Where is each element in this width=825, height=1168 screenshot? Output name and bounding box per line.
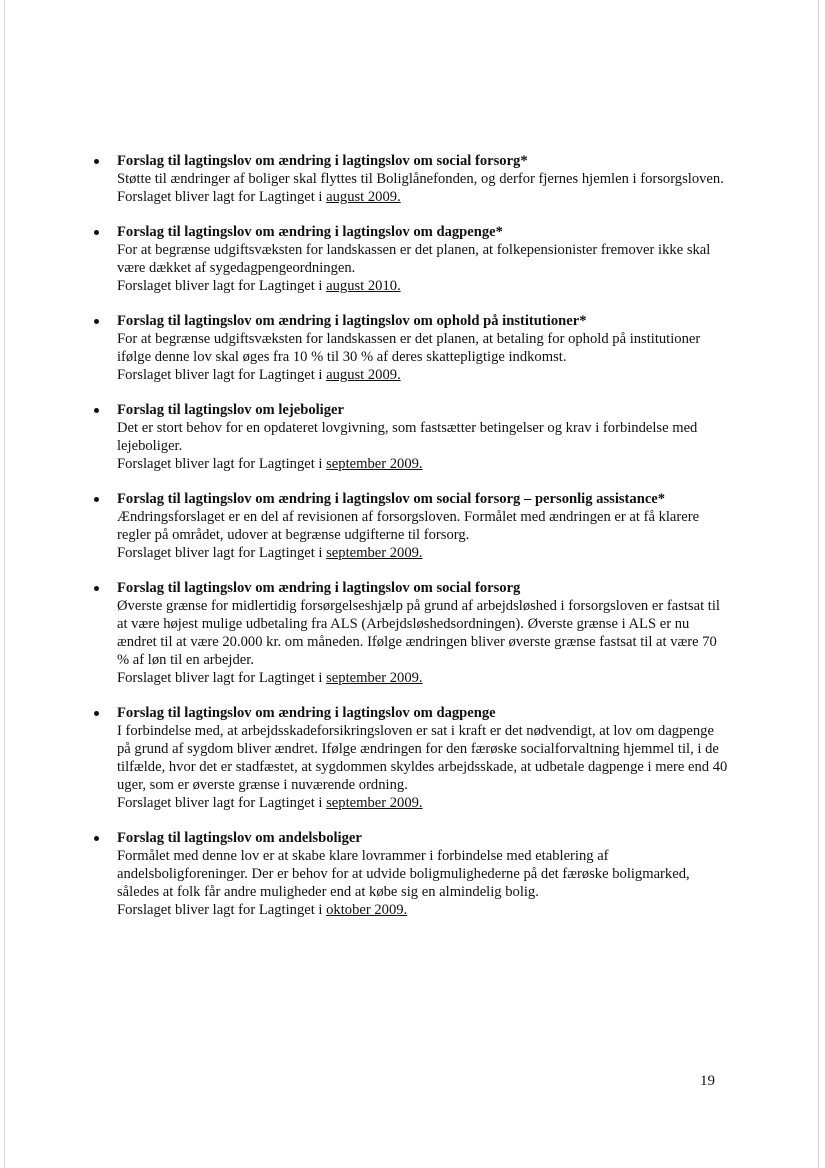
item-schedule <box>117 794 730 812</box>
schedule-prefix: Forslaget bliver lagt for Lagtinget i <box>117 456 327 472</box>
item-schedule <box>117 901 730 919</box>
schedule-date: september 2009. <box>326 456 423 472</box>
item-body: Støtte til ændringer af boliger skal flyttes til Boliglånefonden, og derfor fjernes hjemlen i forsorgsloven. <box>117 171 724 187</box>
bullet-icon <box>94 836 99 841</box>
schedule-date: september 2009. <box>326 545 423 561</box>
scan-edge-left <box>4 0 5 1168</box>
schedule-prefix: Forslaget bliver lagt for Lagtinget i <box>117 795 327 811</box>
schedule-prefix: Forslaget bliver lagt for Lagtinget i <box>117 902 327 918</box>
schedule-prefix: Forslaget bliver lagt for Lagtinget i <box>117 545 327 561</box>
item-title: Forslag til lagtingslov om lejeboliger <box>117 402 344 418</box>
item-schedule <box>117 188 730 206</box>
list-item <box>90 152 730 206</box>
item-title: Forslag til lagtingslov om ændring i lagtingslov om dagpenge* <box>117 224 503 240</box>
item-schedule <box>117 277 730 295</box>
page-number: 19 <box>700 1073 715 1089</box>
item-schedule <box>117 669 730 687</box>
bullet-icon <box>94 230 99 235</box>
schedule-date: august 2010. <box>326 278 401 294</box>
item-schedule <box>117 455 730 473</box>
list-item <box>90 312 730 384</box>
schedule-prefix: Forslaget bliver lagt for Lagtinget i <box>117 367 327 383</box>
scan-edge-right <box>818 0 819 1168</box>
bullet-icon <box>94 319 99 324</box>
bullet-icon <box>94 586 99 591</box>
schedule-prefix: Forslaget bliver lagt for Lagtinget i <box>117 670 327 686</box>
item-title: Forslag til lagtingslov om ændring i lagtingslov om dagpenge <box>117 705 496 721</box>
list-item <box>90 490 730 562</box>
item-title: Forslag til lagtingslov om andelsboliger <box>117 830 362 846</box>
schedule-prefix: Forslaget bliver lagt for Lagtinget i <box>117 278 327 294</box>
list-item <box>90 223 730 295</box>
schedule-prefix: Forslaget bliver lagt for Lagtinget i <box>117 189 327 205</box>
bullet-icon <box>94 497 99 502</box>
schedule-date: september 2009. <box>326 795 423 811</box>
item-body: Øverste grænse for midlertidig forsørgelseshjælp på grund af arbejdsløshed i forsorgsloven er fastsat til at være højest mulige udbetaling fra ALS (Arbejdsløshedsordningen). Øverste grænse i ALS er nu ændret til at være 20.000 kr. om måneden. Ifølge ændringen bliver øverste grænse fastsat til at være 70 % af løn til en arbejder. <box>117 598 720 668</box>
list-item <box>90 401 730 473</box>
item-schedule <box>117 366 730 384</box>
bill-list <box>90 152 730 936</box>
list-item <box>90 704 730 812</box>
item-schedule <box>117 544 730 562</box>
schedule-date: september 2009. <box>326 670 423 686</box>
bullet-icon <box>94 711 99 716</box>
item-body: For at begrænse udgiftsvæksten for landskassen er det planen, at betaling for ophold på institutioner ifølge denne lov skal øges fra 10 % til 30 % af deres skattepligtige indkomst. <box>117 331 701 365</box>
bullet-icon <box>94 159 99 164</box>
schedule-date: oktober 2009. <box>326 902 408 918</box>
item-title: Forslag til lagtingslov om ændring i lagtingslov om social forsorg* <box>117 153 528 169</box>
list-item <box>90 829 730 919</box>
item-title: Forslag til lagtingslov om ændring i lagtingslov om social forsorg <box>117 580 521 596</box>
item-title: Forslag til lagtingslov om ændring i lagtingslov om social forsorg – personlig assistance* <box>117 491 666 507</box>
schedule-date: august 2009. <box>326 367 401 383</box>
schedule-date: august 2009. <box>326 189 401 205</box>
item-title: Forslag til lagtingslov om ændring i lagtingslov om ophold på institutioner* <box>117 313 587 329</box>
bullet-icon <box>94 408 99 413</box>
item-body: Ændringsforslaget er en del af revisionen af forsorgsloven. Formålet med ændringen er at få klarere regler på området, udover at begrænse udgifterne til forsorg. <box>117 509 700 543</box>
item-body: Formålet med denne lov er at skabe klare lovrammer i forbindelse med etablering af andelsboligforeninger. Der er behov for at udvide boligmulighederne på det færøske boligmarked, således at folk får andre muligheder end at købe sig en almindelig bolig. <box>117 848 690 900</box>
item-body: For at begrænse udgiftsvæksten for landskassen er det planen, at folkepensionister fremover ikke skal være dækket af sygedagpengeordningen. <box>117 242 711 276</box>
item-body: I forbindelse med, at arbejdsskadeforsikringsloven er sat i kraft er det nødvendigt, at lov om dagpenge på grund af sygdom bliver ændret. Ifølge ændringen for den færøske socialforvaltning hjemmel til, i de tilfælde, hvor det er stadfæstet, at sygdommen skyldes arbejdsskade, at udbetale dagpenge i mere end 40 uger, som er øverste grænse i nuværende ordning. <box>117 723 728 793</box>
item-body: Det er stort behov for en opdateret lovgivning, som fastsætter betingelser og krav i forbindelse med lejeboliger. <box>117 420 698 454</box>
list-item <box>90 579 730 687</box>
